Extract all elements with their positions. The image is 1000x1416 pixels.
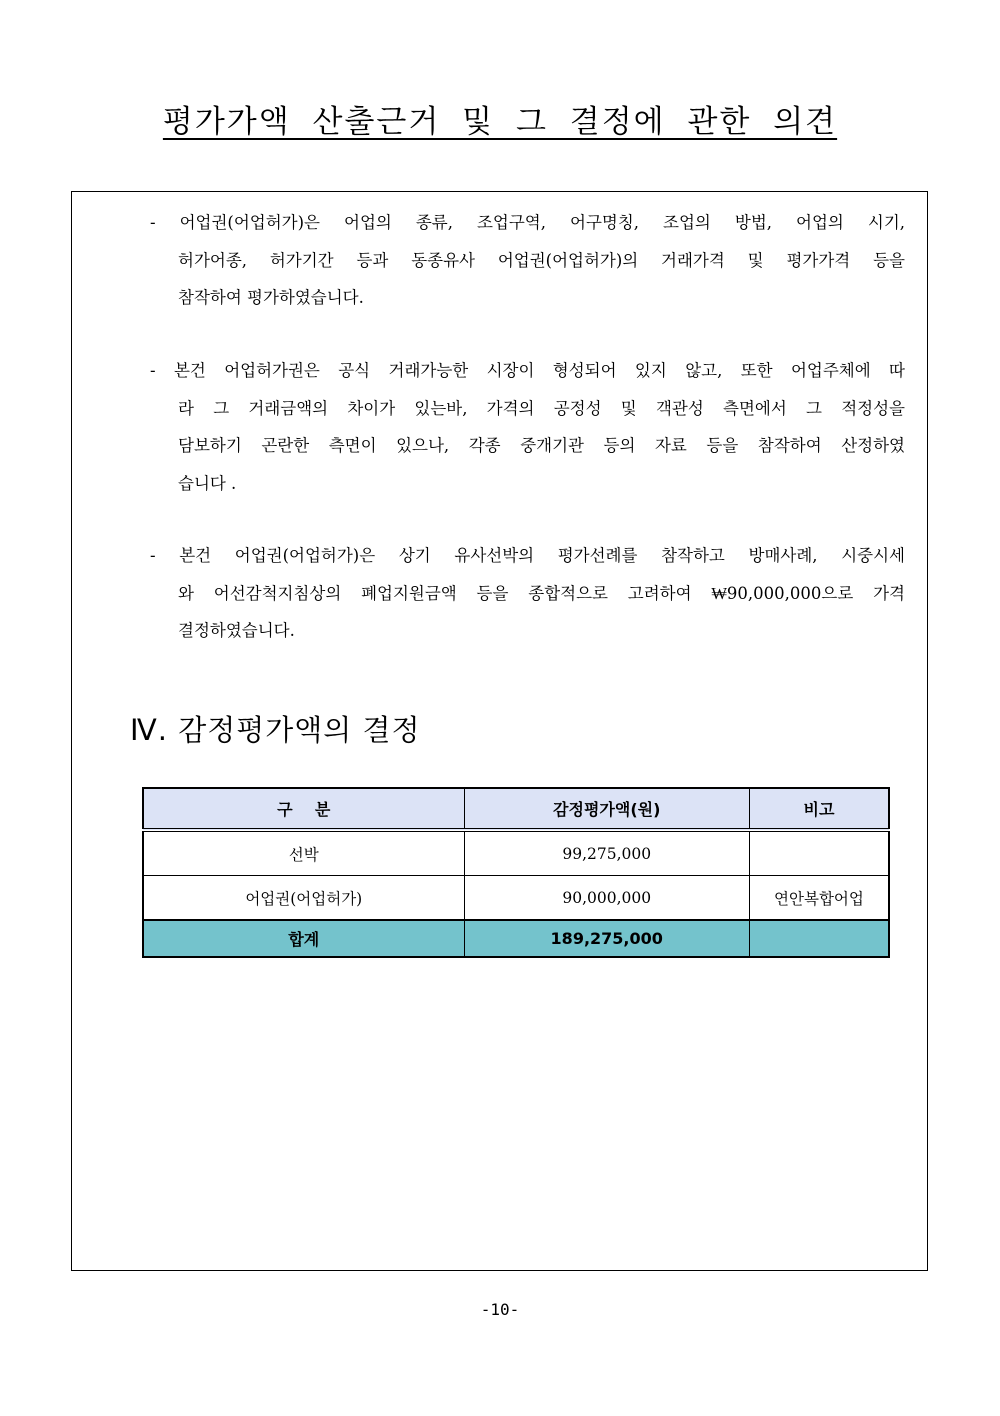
table-cell: 어업권(어업허가)	[143, 876, 464, 921]
line-word: 및	[620, 398, 637, 418]
line-word: 측면에서	[723, 398, 787, 418]
line-word: 또한	[740, 361, 773, 380]
line-word: -	[150, 213, 156, 232]
line-word: 본건	[179, 546, 212, 565]
line-word: 그	[806, 398, 822, 418]
section-heading: Ⅳ. 감정평가액의 결정	[130, 713, 421, 747]
line-word: ₩90,000,000으로	[711, 583, 854, 603]
paragraph-line	[150, 537, 905, 575]
line-word: 있지	[634, 361, 667, 380]
line-word: 어업허가권은	[224, 361, 320, 380]
line-word: 않고,	[685, 361, 723, 380]
line-word: 등을	[476, 583, 509, 603]
line-word: 차이가	[347, 398, 396, 418]
line-word: 측면이	[328, 436, 377, 455]
paragraph-line	[150, 427, 905, 465]
line-word: 방법,	[734, 213, 773, 232]
paragraph-line: 참작하여 평가하였습니다.	[178, 288, 364, 307]
line-word: 고려하여	[627, 583, 692, 603]
line-word: 평가선례를	[557, 546, 638, 565]
line-word: 가격의	[486, 398, 535, 418]
line-word: 따	[889, 361, 905, 380]
table-header-row	[143, 788, 889, 830]
line-word: 종합적으로	[528, 583, 608, 603]
document-title: 평가가액 산출근거 및 그 결정에 관한 의견	[162, 104, 838, 140]
line-word: 어업권(어업허가)은	[234, 546, 376, 565]
line-word: 시장이	[486, 361, 535, 380]
line-word: 시기,	[867, 213, 905, 232]
line-word: 등의	[603, 436, 636, 455]
paragraph-line	[150, 390, 905, 428]
table-row	[143, 876, 889, 921]
line-word: 유사선박의	[454, 546, 535, 565]
line-word: 곤란한	[261, 436, 310, 455]
line-word: 및	[747, 250, 764, 270]
line-word: 거래가격	[661, 250, 725, 270]
line-word: 어구명칭,	[570, 213, 640, 232]
table-cell: 선박	[143, 830, 464, 876]
total-value: 189,275,000	[464, 920, 749, 957]
line-word: 허가기간	[269, 250, 334, 270]
paragraph-line: 습니다 .	[178, 473, 237, 493]
table-total-row	[143, 920, 889, 957]
paragraph-line	[150, 204, 905, 242]
line-word: 그	[213, 398, 230, 418]
line-word: 산정하였	[841, 436, 905, 455]
column-header: 비고	[749, 788, 889, 830]
line-word: 거래금액의	[248, 398, 329, 418]
line-word: 어업의	[344, 213, 392, 232]
column-header: 감정평가액(원)	[464, 788, 749, 830]
line-word: 담보하기	[178, 436, 242, 455]
table-cell: 99,275,000	[464, 830, 749, 876]
paragraph-1	[150, 204, 905, 317]
total-label: 합계	[143, 920, 464, 957]
line-word: 어업의	[796, 213, 844, 232]
line-word: 공식	[338, 361, 371, 380]
line-word: 형성되어	[552, 361, 617, 380]
line-word: 거래가능한	[388, 361, 469, 380]
line-word: 객관성	[655, 398, 704, 418]
line-word: 있는바,	[414, 398, 468, 418]
line-word: 등을	[706, 436, 739, 455]
line-word: 참작하여	[757, 436, 822, 455]
table-row	[143, 830, 889, 876]
line-word: 중개기관	[520, 436, 584, 455]
line-word: 시중시세	[841, 546, 905, 565]
line-word: 어업주체에	[790, 361, 871, 380]
line-word: 등과	[356, 250, 389, 270]
line-word: 각종	[468, 436, 501, 455]
total-note	[749, 920, 889, 957]
line-word: 참작하고	[661, 546, 725, 565]
line-word: 평가가격	[786, 250, 851, 270]
line-word: 허가어종,	[178, 250, 248, 270]
appraisal-table	[142, 787, 890, 958]
paragraph-line: 결정하였습니다.	[178, 621, 295, 640]
line-word: 가격	[873, 583, 905, 603]
line-word: 있으나,	[396, 436, 450, 455]
table-cell: 90,000,000	[464, 876, 749, 921]
column-header: 구 분	[143, 788, 464, 830]
line-word: -	[150, 361, 156, 380]
line-word: -	[150, 546, 156, 565]
line-word: 어업권(어업허가)은	[179, 213, 320, 232]
line-word: 본건	[173, 361, 206, 380]
paragraph-line	[150, 242, 905, 280]
line-word: 폐업지원금액	[361, 583, 457, 603]
line-word: 자료	[654, 436, 687, 455]
line-word: 라	[178, 398, 194, 418]
line-word: 동종유사	[411, 250, 475, 270]
paragraph-3	[150, 537, 905, 650]
paragraph-line	[150, 575, 905, 613]
line-word: 어업권(어업허가)의	[497, 250, 639, 270]
paragraph-2	[150, 352, 905, 502]
line-word: 종류,	[415, 213, 453, 232]
table-cell: 연안복합어업	[749, 876, 889, 921]
line-word: 조업구역,	[476, 213, 546, 232]
paragraph-line	[150, 352, 905, 390]
line-word: 와	[178, 583, 194, 603]
line-word: 적정성을	[841, 398, 905, 418]
line-word: 등을	[873, 250, 905, 270]
line-word: 방매사례,	[748, 546, 818, 565]
page-number: -10-	[480, 1300, 520, 1319]
line-word: 상기	[398, 546, 431, 565]
line-word: 조업의	[663, 213, 711, 232]
table-cell	[749, 830, 889, 876]
line-word: 공정성	[553, 398, 602, 418]
line-word: 어선감척지침상의	[213, 583, 342, 603]
